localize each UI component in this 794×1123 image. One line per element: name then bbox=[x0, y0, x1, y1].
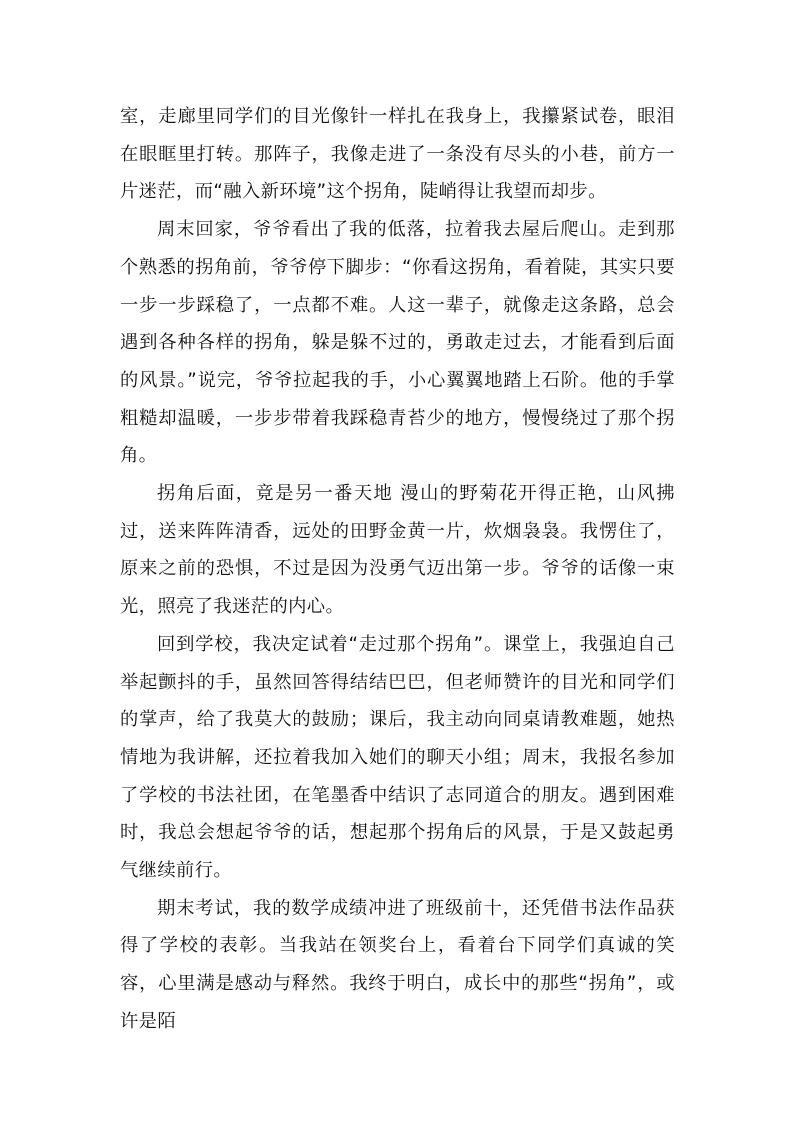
paragraph-1: 室，走廊里同学们的目光像针一样扎在我身上，我攥紧试卷，眼泪在眼眶里打转。那阵子，我像走进了一条没有尽头的小巷，前方一片迷茫，而“融入新环境”这个拐角，陡峭得让我望而却步。 bbox=[120, 106, 675, 203]
essay-body bbox=[120, 98, 675, 1041]
paragraph-2: 周末回家，爷爷看出了我的低落，拉着我去屋后爬山。走到那个熟悉的拐角前，爷爷停下脚步：“你看这拐角，看着陡，其实只要一步一步踩稳了，一点都不难。人这一辈子，就像走这条路，总会遇到各种各样的拐角，躲是躲不过的，勇敢走过去，才能看到后面的风景。”说完，爷爷拉起我的手，小心翼翼地踏上石阶。他的手掌粗糙却温暖，一步步带着我踩稳青苔少的地方，慢慢绕过了那个拐角。 bbox=[120, 219, 675, 467]
paragraph-5: 期末考试，我的数学成绩冲进了班级前十，还凭借书法作品获得了学校的表彰。当我站在领奖台上，看着台下同学们真诚的笑容，心里满是感动与释然。我终于明白，成长中的那些“拐角”，或许是陌 bbox=[120, 897, 675, 1032]
paragraph-4: 回到学校，我决定试着“走过那个拐角”。课堂上，我强迫自己举起颤抖的手，虽然回答得结结巴巴，但老师赞许的目光和同学们的掌声，给了我莫大的鼓励；课后，我主动向同桌请教难题，她热情地为我讲解，还拉着我加入她们的聊天小组；周末，我报名参加了学校的书法社团，在笔墨香中结识了志同道合的朋友。遇到困难时，我总会想起爷爷的话，想起那个拐角后的风景，于是又鼓起勇气继续前行。 bbox=[120, 633, 675, 882]
paragraph-3: 拐角后面，竟是另一番天地 漫山的野菊花开得正艳，山风拂过，送来阵阵清香，远处的田野金黄一片，炊烟袅袅。我愣住了，原来之前的恐惧，不过是因为没勇气迈出第一步。爷爷的话像一束光，照亮了我迷茫的内心。 bbox=[120, 483, 675, 618]
